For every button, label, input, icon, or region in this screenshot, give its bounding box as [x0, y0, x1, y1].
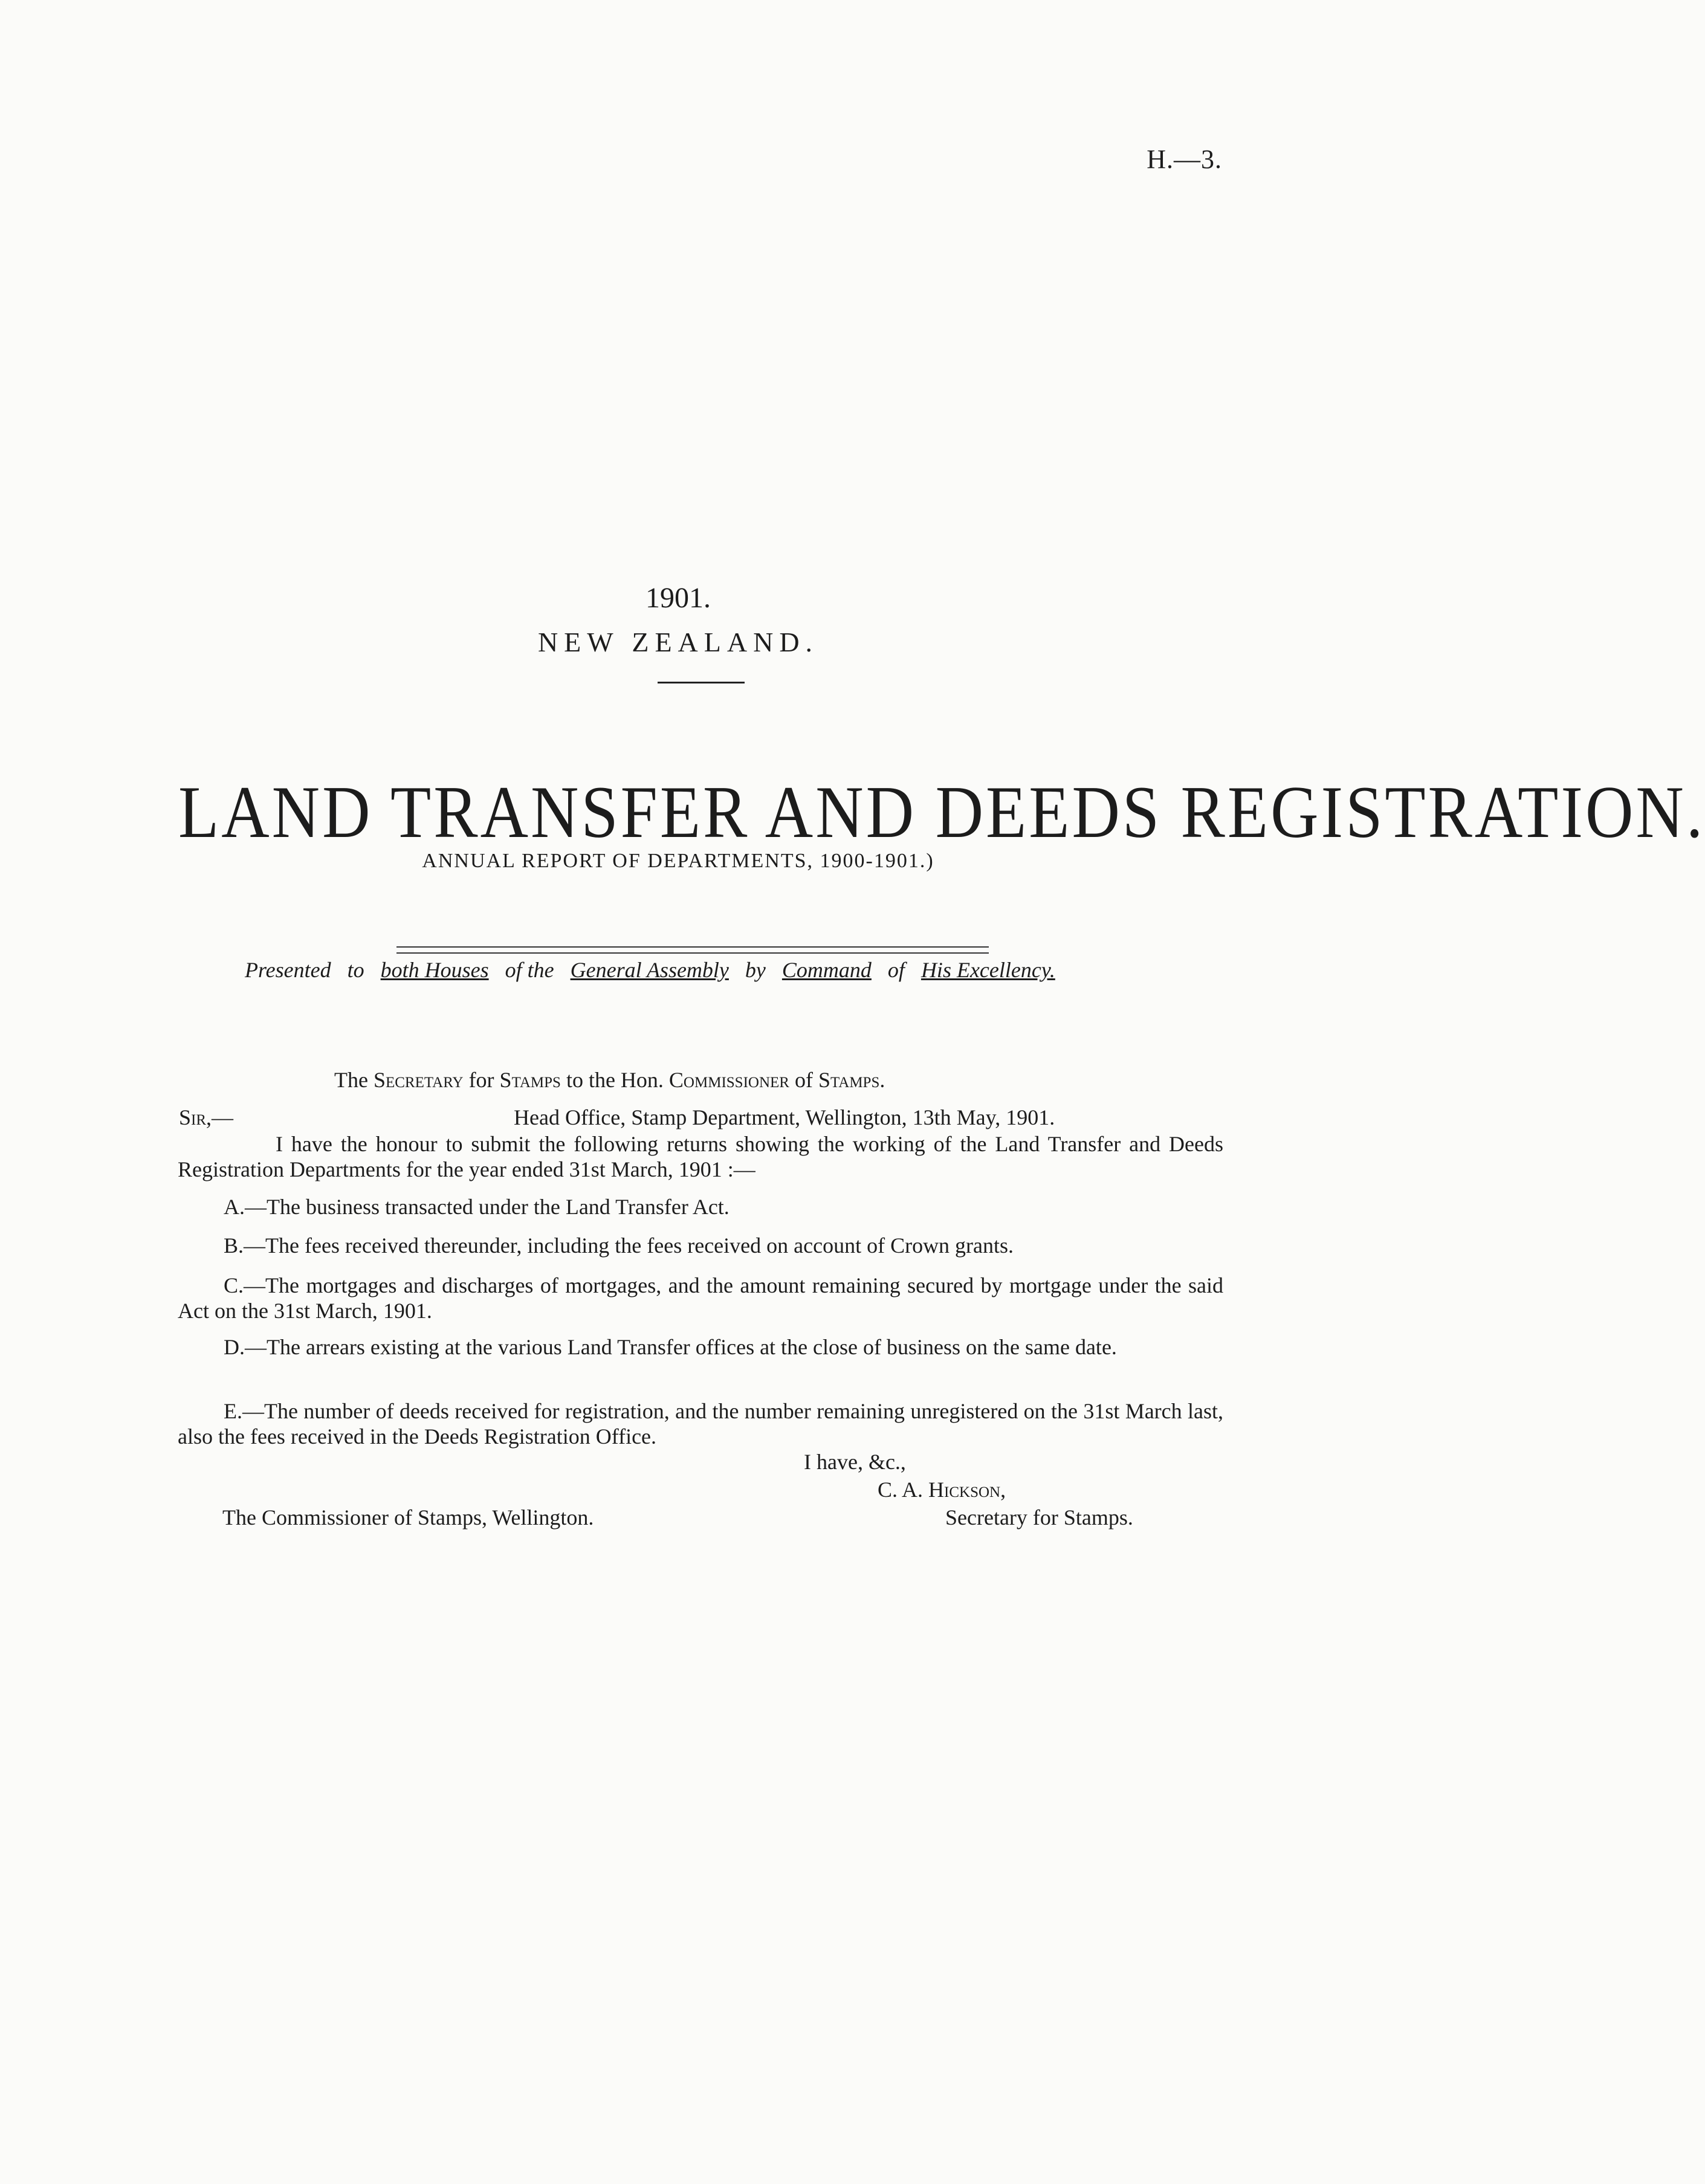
addressee: The Commissioner of Stamps, Wellington.: [222, 1505, 594, 1530]
signature-surname: Hickson,: [928, 1478, 1006, 1502]
item-d: [178, 1334, 1223, 1360]
closing: I have, &c.,: [804, 1450, 906, 1474]
item-b-text: B.—The fees received thereunder, including the fees received on account of Crown grants.: [224, 1233, 1014, 1258]
double-rule-top: [396, 946, 989, 948]
intro-paragraph: [178, 1131, 1223, 1182]
subtitle: ANNUAL REPORT OF DEPARTMENTS, 1900-1901.): [422, 850, 934, 872]
presented-line: [245, 957, 1055, 983]
from-to-line: [334, 1067, 885, 1093]
from-to-stamps: Stamps: [499, 1068, 561, 1092]
from-to-the: The: [334, 1068, 368, 1092]
short-rule: [658, 682, 745, 683]
presented-word: Presented: [245, 958, 331, 982]
item-a-text: A.—The business transacted under the Land Transfer Act.: [224, 1195, 730, 1219]
from-to-commissioner: Commissioner: [668, 1068, 789, 1092]
presented-command: Command: [781, 958, 872, 982]
signature-name: [878, 1477, 1006, 1502]
presented-to: to: [347, 958, 364, 982]
item-b: [178, 1233, 1223, 1258]
presented-general-assembly: General Assembly: [570, 958, 729, 982]
from-to-of: of: [794, 1068, 813, 1092]
country-heading: NEW ZEALAND.: [537, 627, 819, 657]
item-c: [178, 1273, 1223, 1323]
double-rule-bottom: [396, 952, 989, 954]
presented-of-the: of the: [505, 958, 554, 982]
item-a: [178, 1194, 1223, 1220]
from-to-hon: to the Hon.: [566, 1068, 664, 1092]
dateline: Head Office, Stamp Department, Wellington, 13th May, 1901.: [514, 1105, 1055, 1129]
item-e-text: E.—The number of deeds received for registration, and the number remaining unregistered on the 31st March last, also the fees received in the Deeds Registration Office.: [178, 1399, 1223, 1449]
item-c-text: C.—The mortgages and discharges of mortgages, and the amount remaining secured by mortgage under the said Act on the 31st March, 1901.: [178, 1273, 1223, 1323]
intro-text: I have the honour to submit the following returns showing the working of the Land Transfer and Deeds Registration Departments for the year ended 31st March, 1901 :—: [178, 1132, 1223, 1181]
from-to-for: for: [468, 1068, 494, 1092]
signature-initials: C. A.: [878, 1478, 924, 1502]
presented-of: of: [887, 958, 905, 982]
paper-reference: H.—3.: [1147, 144, 1222, 174]
report-year: 1901.: [645, 582, 711, 614]
presented-by: by: [745, 958, 766, 982]
signature-title: Secretary for Stamps.: [945, 1505, 1133, 1530]
salutation: Sir,—: [179, 1105, 234, 1129]
item-d-text: D.—The arrears existing at the various Land Transfer offices at the close of business on the same date.: [224, 1335, 1117, 1359]
main-title: LAND TRANSFER AND DEEDS REGISTRATION.: [178, 771, 1705, 853]
presented-both-houses: both Houses: [380, 958, 489, 982]
from-to-stamps-2: Stamps.: [818, 1068, 885, 1092]
from-to-secretary: Secretary: [373, 1068, 464, 1092]
item-e: [178, 1398, 1223, 1449]
presented-his-excellency: His Excellency.: [920, 958, 1055, 982]
